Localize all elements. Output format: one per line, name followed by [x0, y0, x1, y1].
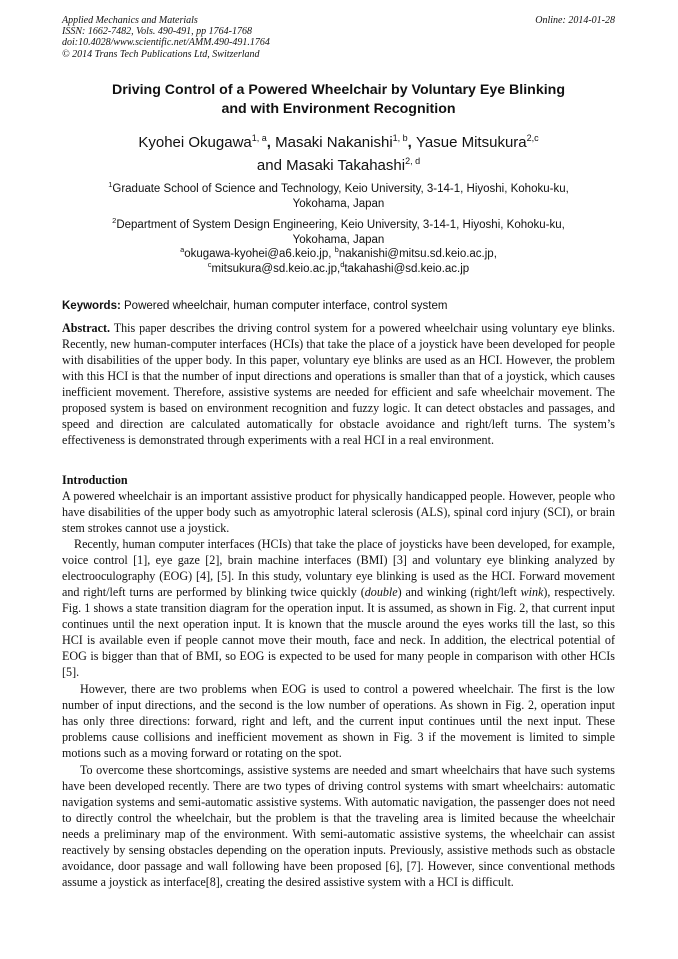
journal-copyright: © 2014 Trans Tech Publications Ltd, Switzerland [62, 48, 260, 60]
section-heading-introduction: Introduction [62, 473, 128, 487]
email-link[interactable]: okugawa-kyohei@a6.keio.jp, [184, 248, 332, 260]
author-list [62, 131, 615, 177]
journal-doi: doi:10.4028/www.scientific.net/AMM.490-491.1764 [62, 37, 270, 49]
paragraph-emphasis: double [364, 585, 398, 600]
paragraph-emphasis: wink [520, 585, 544, 600]
keywords-text: Powered wheelchair, human computer interface, control system [124, 300, 448, 312]
author-and: and [256, 157, 282, 174]
email-sup: a [180, 245, 185, 255]
author-sup: 1, b [392, 133, 408, 143]
affiliation-sup: 1 [108, 180, 113, 190]
abstract [62, 320, 615, 448]
email-link[interactable]: mitsukura@sd.keio.ac.jp, [211, 262, 341, 275]
author-name: Masaki Nakanishi [275, 134, 393, 151]
affiliation-text: Graduate School of Science and Technology, Keio University, 3-14-1, Hiyoshi, Kohoku-ku, [112, 183, 569, 195]
author-line-2 [62, 154, 615, 177]
paragraph-text: Recently, human computer interfaces (HCIs) that take the place of joysticks have been developed, for example, voice control [1], eye gaze [2], brain machine interfaces (BMI) [3] and voluntary eye blinking analyzed by electrooculography (EOG) [4], [5]. In this study, voluntary eye blinking is used as the HCI. Forward movement and right/left turns are performed by blinking twice quickly ( [62, 537, 615, 600]
journal-issn: ISSN: 1662-7482, Vols. 490-491, pp 1764-1768 [62, 26, 252, 38]
email-list [62, 247, 615, 276]
author-sup: 1, a [251, 133, 267, 143]
intro-paragraph-2 [62, 536, 615, 680]
email-sup: b [334, 245, 339, 255]
author-sup: 2, d [405, 156, 421, 166]
email-sup: c [207, 259, 212, 269]
paragraph-text: ) and winking (right/left [397, 585, 521, 600]
intro-paragraph-1: A powered wheelchair is an important assistive product for physically handicapped people. However, people who have disabilities of the upper body such as amyotrophic lateral sclerosis (ALS), spinal cord injury (SCI), or brain stem strokes cannot use a joystick. [62, 489, 615, 536]
email-link[interactable]: nakanishi@mitsu.sd.keio.ac.jp, [338, 248, 497, 260]
affiliation-2 [62, 218, 615, 247]
journal-header [62, 15, 462, 60]
online-date: Online: 2014-01-28 [535, 15, 615, 26]
affiliation-sup: 2 [112, 216, 117, 226]
title-line-2: and with Environment Recognition [221, 100, 456, 117]
affiliation-text: Yokohama, Japan [292, 233, 385, 246]
author-sup: 2,c [526, 133, 539, 143]
paper-title [62, 81, 615, 118]
affiliation-text: Department of System Design Engineering, Keio University, 3-14-1, Hiyoshi, Kohoku-ku, [116, 219, 565, 231]
intro-paragraph-3: However, there are two problems when EOG is used to control a powered wheelchair. The first is the low number of input directions, and the second is the low number of operations. As shown in Fig. 2, operation input has only three directions: forward, right and left, and the current input continues until the next input. These problems cause collisions and inefficient movement as shown in Fig. 3 if the movement is limited to simple motions such as a moving forward or rotating on the spot. [62, 682, 615, 761]
author-name: Yasue Mitsukura [416, 134, 527, 151]
keywords-label: Keywords: [62, 300, 121, 312]
author-name: Masaki Takahashi [286, 157, 406, 174]
abstract-text: This paper describes the driving control system for a powered wheelchair using voluntary eye blinks. Recently, new human-computer interfaces (HCIs) that take the place of a joystick have been developed for people with disabilities of the upper body. In this paper, voluntary eye blinks are used as an HCI. However, the problem with this HCI is that the number of input directions and operations is smaller than that of a joystick, which causes inefficient movement. Therefore, assistive systems are needed for efficient and safe wheelchair movement. The proposed system is based on environment recognition and fuzzy logic. It can detect obstacles and passages, and speed and direction are calculated automatically for obstacle avoidance and right/left turns. The system’s effectiveness is demonstrated through experiments with a real HCI in a real environment. [62, 321, 616, 448]
title-line-1: Driving Control of a Powered Wheelchair by Voluntary Eye Blinking [111, 82, 566, 98]
intro-paragraph-4: To overcome these shortcomings, assistive systems are needed and smart wheelchairs that have such systems have been developed recently. There are two types of driving control systems with smart wheelchairs: automatic navigation systems and semi-automatic assistive systems. With automatic navigation, the passenger does not need to directly control the wheelchair, but the problem is that the traveling area is limited because the wheelchair needs a preliminary map of the environment. With semi-automatic assistive systems, the wheelchair can assist reactively by sensing obstacles depending on the operation inputs. Previously, assistive methods such as obstacle avoidance, door passage and wall following have been proposed [6], [7]. However, since conventional methods assume a joystick as interface[8], creating the desired assistive system with a HCI is difficult. [62, 763, 615, 890]
affiliation-text: Yokohama, Japan [292, 197, 385, 210]
journal-name: Applied Mechanics and Materials [62, 15, 198, 26]
paragraph-text: ), respectively. Fig. 1 shows a state transition diagram for the operation input. It is assumed, as shown in Fig. 2, that current input continues until the next operation input. It is known that the muscle around the eyes works till the last, so this HCI is available even if people cannot move their mouth, face and neck. In addition, the electrical potential of EOG is bigger than that of BMI, so EOG is expected to be used for many people in comparison with other HCIs [5]. [62, 585, 615, 680]
author-name: Kyohei Okugawa [138, 134, 252, 151]
email-link[interactable]: takahashi@sd.keio.ac.jp [344, 262, 470, 275]
keywords [62, 299, 622, 313]
email-sup: d [340, 259, 345, 269]
author-line-1: Kyohei Okugawa$^{1, a}$, Masaki Nakanishi$^{1, b}$, Yasue Mitsukura$^{2,c}$ [138, 133, 539, 151]
abstract-label: Abstract. [62, 321, 111, 335]
affiliation-1 [62, 182, 615, 211]
